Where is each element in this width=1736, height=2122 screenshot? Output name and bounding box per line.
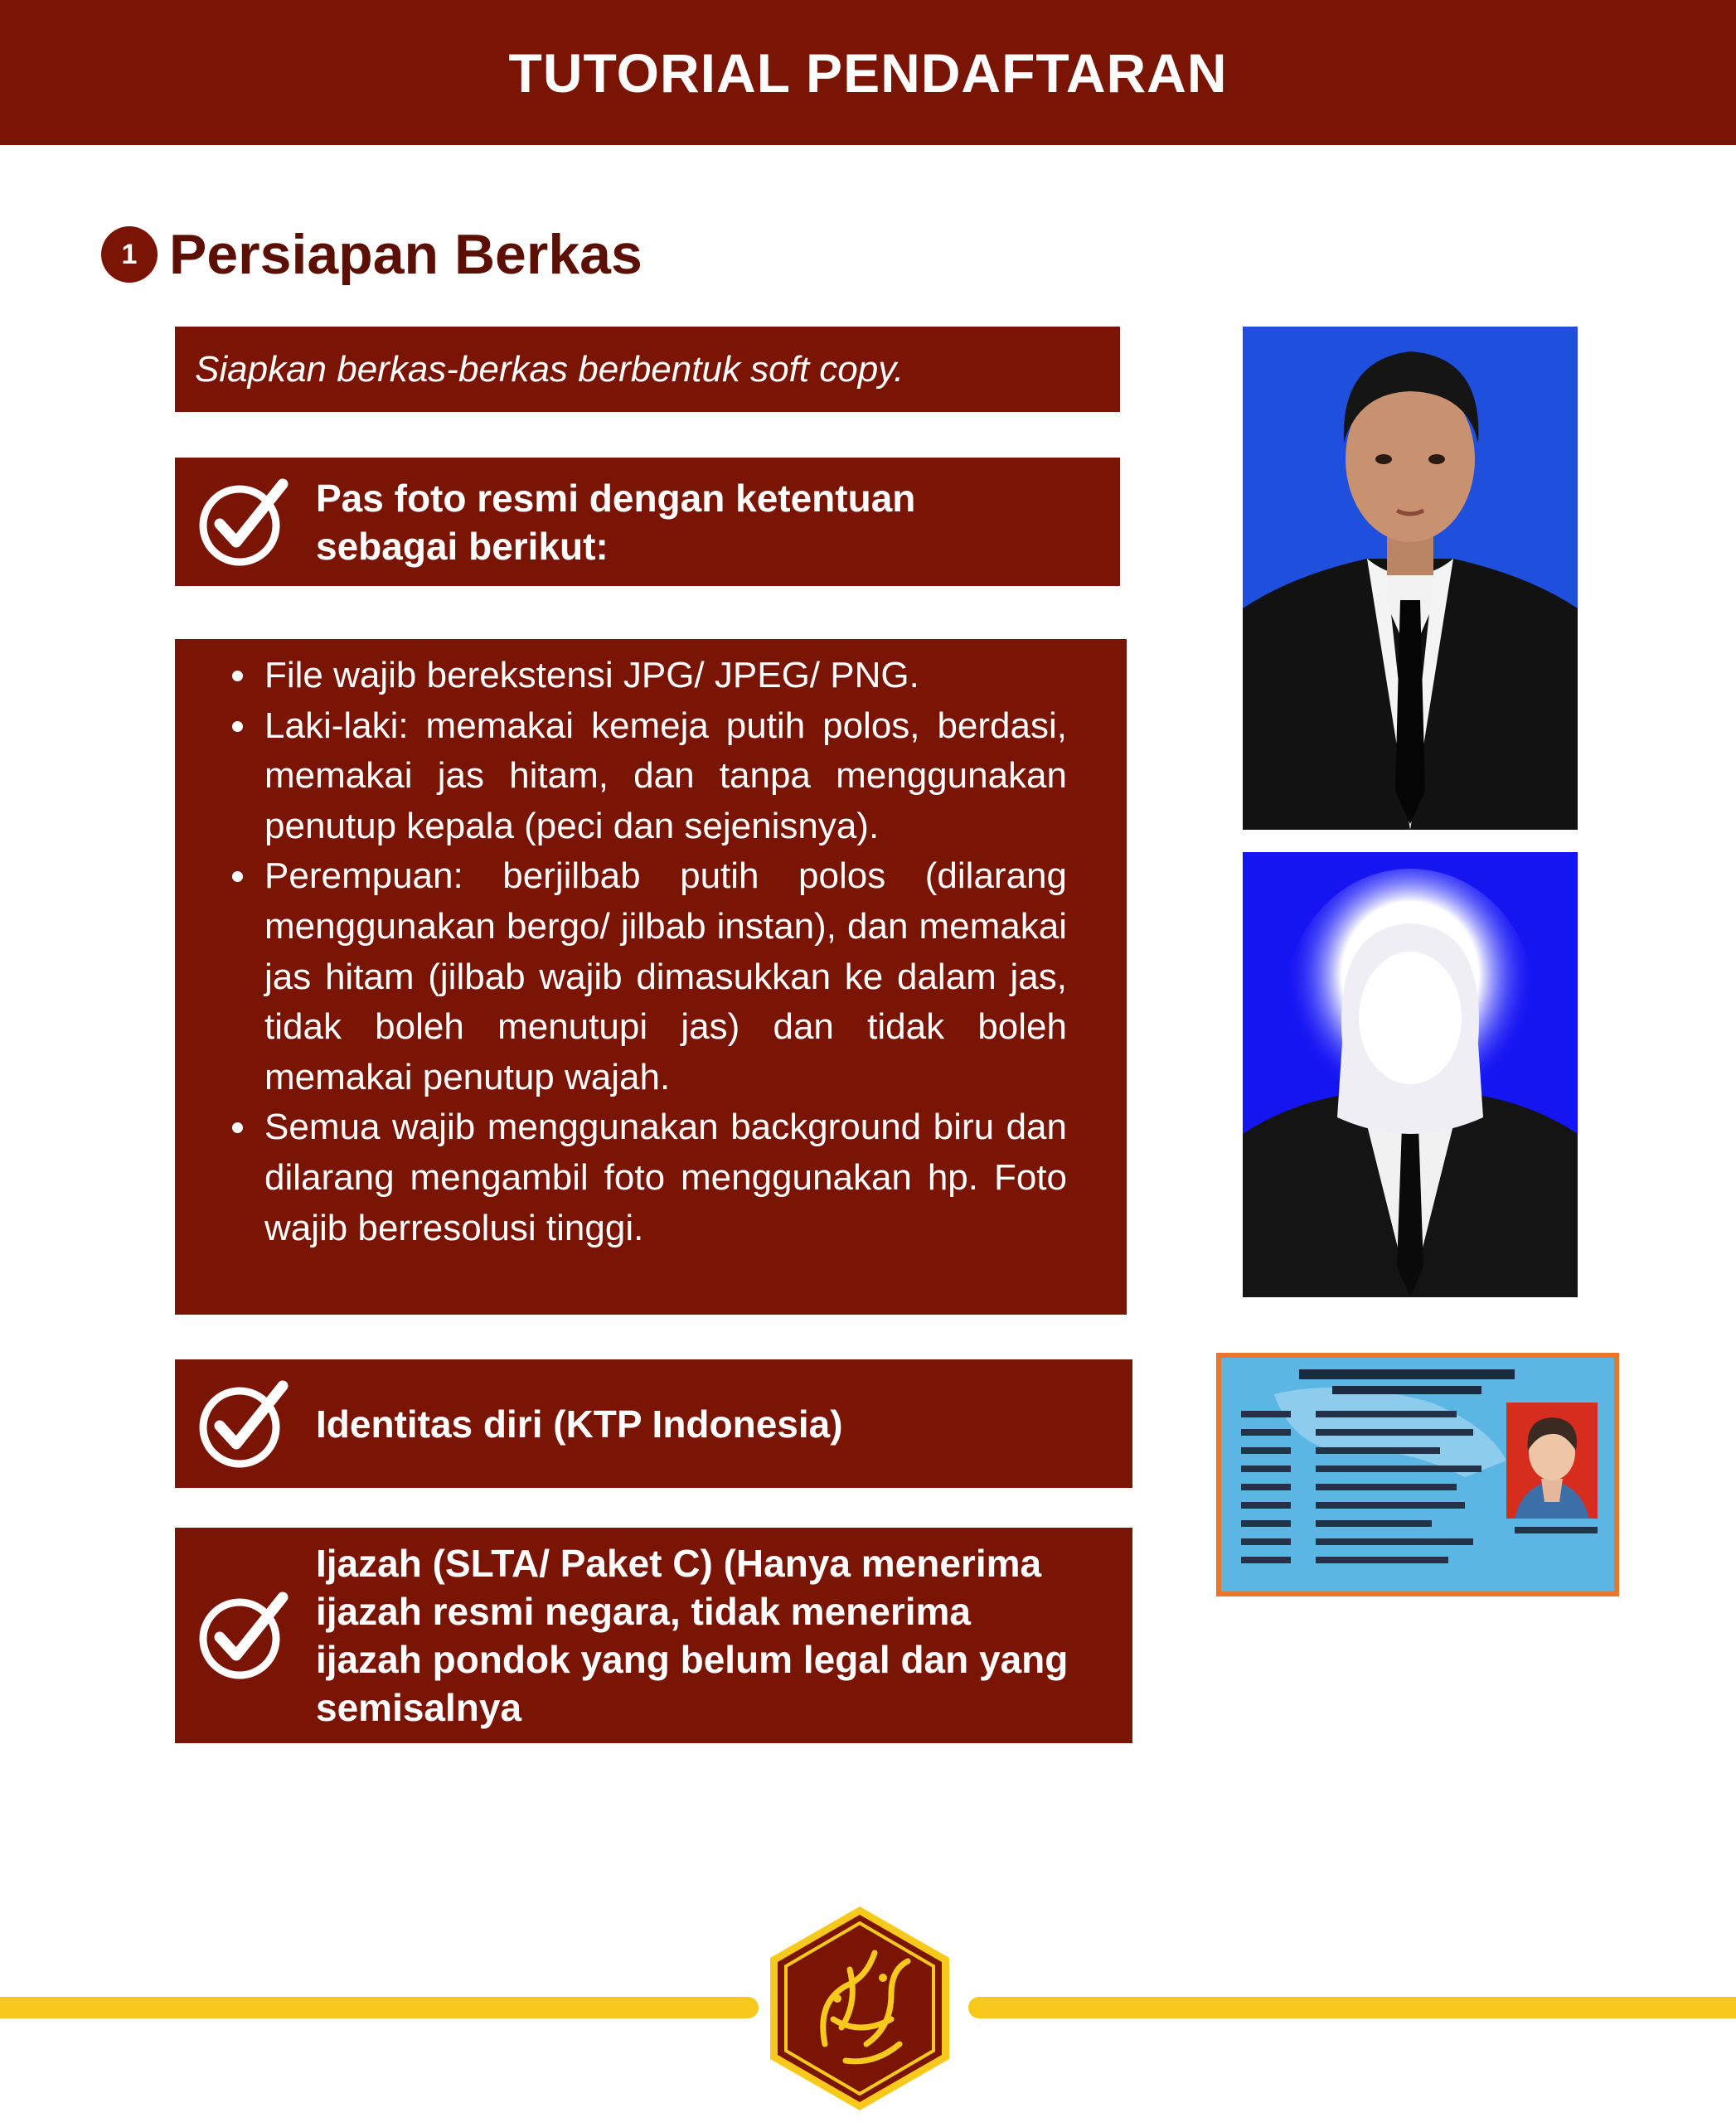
list-item: • Laki-laki: memakai kemeja putih polos, berdasi, memakai jas hitam, dan tanpa menggunakan penutup kepala (peci dan sejenisnya). [259,701,1067,852]
ktp-card-example [1216,1353,1619,1596]
institution-logo [767,1903,953,2114]
list-item: • File wajib berekstensi JPG/ JPEG/ PNG. [259,651,1067,701]
section-heading [101,217,643,292]
list-item: • Semua wajib menggunakan background biru dan dilarang mengambil foto menggunakan hp. Foto wajib berresolusi tinggi. [259,1102,1067,1253]
intro-text: Siapkan berkas-berkas berbentuk soft copy. [195,348,904,390]
page-header [0,0,1736,145]
check-circle-icon [196,476,289,569]
list-item: • Perempuan: berjilbab putih polos (dilarang menggunakan bergo/ jilbab instan), dan memakai jas hitam (jilbab wajib dimasukkan ke dalam jas, tidak boleh menutupi jas) dan tidak boleh memakai penutup wajah. [259,851,1067,1102]
check-circle-icon [196,1589,289,1682]
step-number-badge: 1 [101,226,158,283]
pas-foto-label: Pas foto resmi dengan ketentuan sebagai berikut: [316,476,916,568]
photo-requirements-list [175,639,1127,1315]
pas-foto-item [175,458,1120,586]
ijazah-item [175,1528,1132,1743]
section-title: Persiapan Berkas [169,223,643,286]
ktp-item [175,1359,1132,1488]
page-title: TUTORIAL PENDAFTARAN [508,41,1228,104]
footer-line-right [968,1997,1736,2018]
footer-line-left [0,1997,759,2018]
ijazah-label: Ijazah (SLTA/ Paket C) (Hanya menerima ijazah resmi negara, tidak menerima ijazah pondok yang belum legal dan yang semisalnya [316,1542,1069,1729]
female-photo-example [1243,852,1578,1297]
check-circle-icon [196,1378,289,1470]
ktp-label: Identitas diri (KTP Indonesia) [316,1402,843,1446]
intro-banner [175,327,1120,412]
male-photo-example [1243,327,1578,830]
